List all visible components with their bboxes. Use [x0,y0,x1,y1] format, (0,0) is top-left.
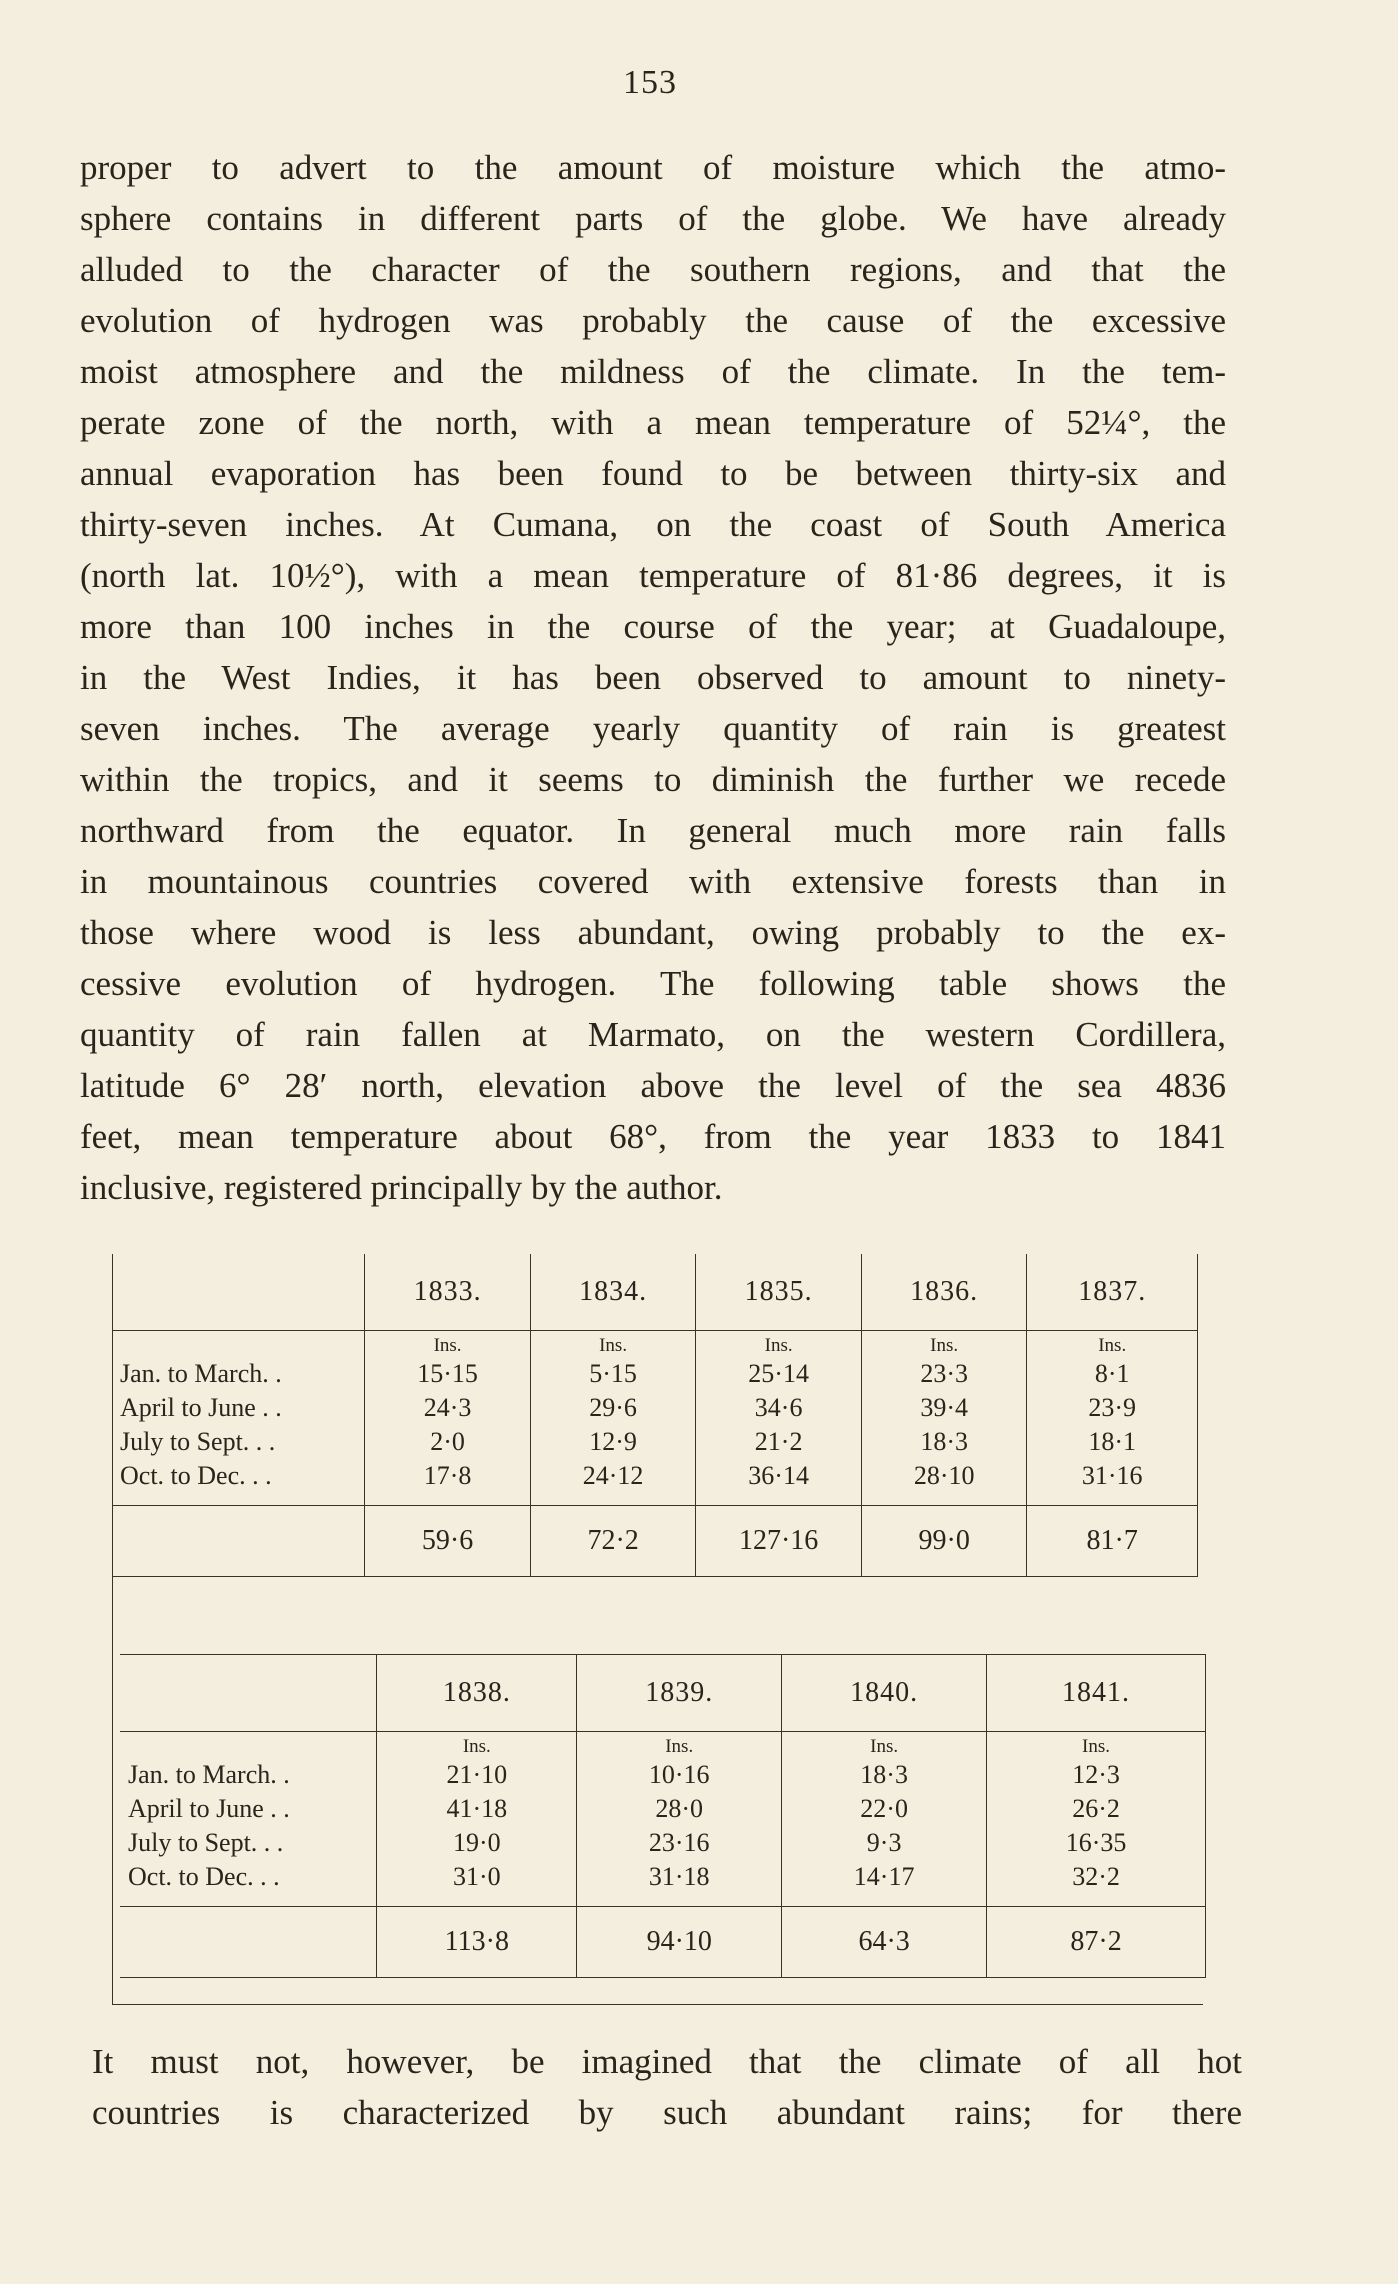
text-line: annual evaporation has been found to be between thirty-six and [80,454,1226,493]
rainfall-value: 18·1 [1027,1425,1198,1459]
year-header: 1841. [987,1655,1206,1732]
year-header: 1833. [365,1254,531,1331]
table-row [120,1792,1206,1826]
rainfall-value: 24·3 [365,1391,531,1425]
period-label: April to June . . [120,1393,282,1422]
rainfall-value: 32·2 [987,1860,1206,1894]
corner-cell [112,1254,365,1331]
rainfall-value: 28·0 [577,1792,782,1826]
text-line: more than 100 inches in the course of the year; at Guadaloupe, [80,607,1226,646]
rainfall-value: 21·10 [377,1758,577,1792]
text-line: countries is characterized by such abundant rains; for there [92,2093,1242,2132]
spacer-cell [377,1894,577,1907]
annual-total: 72·2 [530,1506,696,1577]
spacer-cell [782,1894,987,1907]
year-header: 1839. [577,1655,782,1732]
rainfall-value: 24·12 [530,1459,696,1493]
rainfall-value: 23·16 [577,1826,782,1860]
year-header: 1838. [377,1655,577,1732]
rainfall-value: 26·2 [987,1792,1206,1826]
rainfall-value: 18·3 [861,1425,1027,1459]
year-header: 1834. [530,1254,696,1331]
year-header: 1835. [696,1254,862,1331]
text-line: alluded to the character of the southern regions, and that the [80,250,1226,289]
rainfall-value: 8·1 [1027,1357,1198,1391]
text-line: sphere contains in different parts of the globe. We have already [80,199,1226,238]
text-line: perate zone of the north, with a mean temperature of 52¼°, the [80,403,1226,442]
annual-total: 99·0 [861,1506,1027,1577]
text-line: thirty-seven inches. At Cumana, on the coast of South America [80,505,1226,544]
unit-label: Ins. [987,1732,1206,1759]
table-row [112,1459,1198,1493]
rainfall-value: 34·6 [696,1391,862,1425]
rainfall-value: 17·8 [365,1459,531,1493]
annual-total: 127·16 [696,1506,862,1577]
period-label: Jan. to March. . [120,1359,282,1388]
rainfall-table-1838-1841 [120,1654,1206,1978]
annual-total: 81·7 [1027,1506,1198,1577]
table-row [112,1391,1198,1425]
rainfall-value: 23·9 [1027,1391,1198,1425]
spacer-cell [112,1493,365,1506]
rainfall-value: 12·9 [530,1425,696,1459]
page-number: 153 [623,64,677,101]
text-line: quantity of rain fallen at Marmato, on the western Cordillera, [80,1015,1226,1054]
rainfall-value: 39·4 [861,1391,1027,1425]
rainfall-value: 10·16 [577,1758,782,1792]
label-cell [112,1331,365,1358]
annual-total: 87·2 [987,1907,1206,1978]
unit-label: Ins. [530,1331,696,1358]
spacer-cell [987,1894,1206,1907]
body-paragraph [80,142,1226,1213]
table-row [120,1758,1206,1792]
text-line: those where wood is less abundant, owing probably to the ex- [80,913,1226,952]
rainfall-value: 21·2 [696,1425,862,1459]
year-header: 1836. [861,1254,1027,1331]
unit-label: Ins. [696,1331,862,1358]
rainfall-value: 31·18 [577,1860,782,1894]
spacer-cell [365,1493,531,1506]
units-row [120,1732,1206,1759]
unit-label: Ins. [365,1331,531,1358]
rainfall-value: 23·3 [861,1357,1027,1391]
unit-label: Ins. [782,1732,987,1759]
table-row [112,1425,1198,1459]
spacer-row [112,1493,1198,1506]
unit-label: Ins. [577,1732,782,1759]
corner-cell [120,1655,377,1732]
rainfall-value: 25·14 [696,1357,862,1391]
rainfall-value: 2·0 [365,1425,531,1459]
table-row [120,1826,1206,1860]
text-line: inclusive, registered principally by the author. [80,1168,723,1207]
label-cell [120,1732,377,1759]
text-line: seven inches. The average yearly quantity of rain is greatest [80,709,1226,748]
rainfall-value: 31·0 [377,1860,577,1894]
unit-label: Ins. [377,1732,577,1759]
annual-total: 64·3 [782,1907,987,1978]
table-header-row [120,1655,1206,1732]
text-line: northward from the equator. In general much more rain falls [80,811,1226,850]
annual-total: 113·8 [377,1907,577,1978]
rainfall-value: 9·3 [782,1826,987,1860]
year-header: 1837. [1027,1254,1198,1331]
rainfall-value: 36·14 [696,1459,862,1493]
text-line: moist atmosphere and the mildness of the climate. In the tem- [80,352,1226,391]
text-line: (north lat. 10½°), with a mean temperature of 81·86 degrees, it is [80,556,1226,595]
text-line: in the West Indies, it has been observed to amount to ninety- [80,658,1226,697]
rainfall-value: 22·0 [782,1792,987,1826]
label-cell [112,1506,365,1577]
rainfall-value: 19·0 [377,1826,577,1860]
text-line: within the tropics, and it seems to diminish the further we recede [80,760,1226,799]
text-line: evolution of hydrogen was probably the cause of the excessive [80,301,1226,340]
spacer-cell [861,1493,1027,1506]
unit-label: Ins. [1027,1331,1198,1358]
spacer-cell [120,1894,377,1907]
year-header: 1840. [782,1655,987,1732]
rainfall-value: 14·17 [782,1860,987,1894]
text-line: feet, mean temperature about 68°, from the year 1833 to 1841 [80,1117,1226,1156]
period-label: Jan. to March. . [128,1760,290,1789]
rainfall-value: 5·15 [530,1357,696,1391]
rainfall-value: 31·16 [1027,1459,1198,1493]
spacer-cell [577,1894,782,1907]
rainfall-value: 29·6 [530,1391,696,1425]
annual-total: 94·10 [577,1907,782,1978]
units-row [112,1331,1198,1358]
period-label: July to Sept. . . [120,1427,276,1456]
rainfall-value: 16·35 [987,1826,1206,1860]
totals-row [112,1506,1198,1577]
label-cell [120,1907,377,1978]
table-row [112,1357,1198,1391]
period-label: July to Sept. . . [128,1828,284,1857]
rainfall-table-1833-1837 [112,1254,1198,1577]
totals-row [120,1907,1206,1978]
table-row [120,1860,1206,1894]
rainfall-value: 28·10 [861,1459,1027,1493]
text-line: proper to advert to the amount of moisture which the atmo- [80,148,1226,187]
text-line: cessive evolution of hydrogen. The following table shows the [80,964,1226,1003]
period-label: Oct. to Dec. . . [128,1862,280,1891]
spacer-row [120,1894,1206,1907]
period-label: Oct. to Dec. . . [120,1461,272,1490]
text-line: in mountainous countries covered with extensive forests than in [80,862,1226,901]
closing-paragraph [92,2036,1242,2138]
unit-label: Ins. [861,1331,1027,1358]
rainfall-value: 12·3 [987,1758,1206,1792]
text-line: latitude 6° 28′ north, elevation above the level of the sea 4836 [80,1066,1226,1105]
spacer-cell [696,1493,862,1506]
table-header-row [112,1254,1198,1331]
text-line: It must not, however, be imagined that the climate of all hot [92,2042,1242,2081]
annual-total: 59·6 [365,1506,531,1577]
spacer-cell [1027,1493,1198,1506]
period-label: April to June . . [128,1794,290,1823]
rainfall-value: 15·15 [365,1357,531,1391]
rainfall-value: 18·3 [782,1758,987,1792]
spacer-cell [530,1493,696,1506]
rainfall-value: 41·18 [377,1792,577,1826]
